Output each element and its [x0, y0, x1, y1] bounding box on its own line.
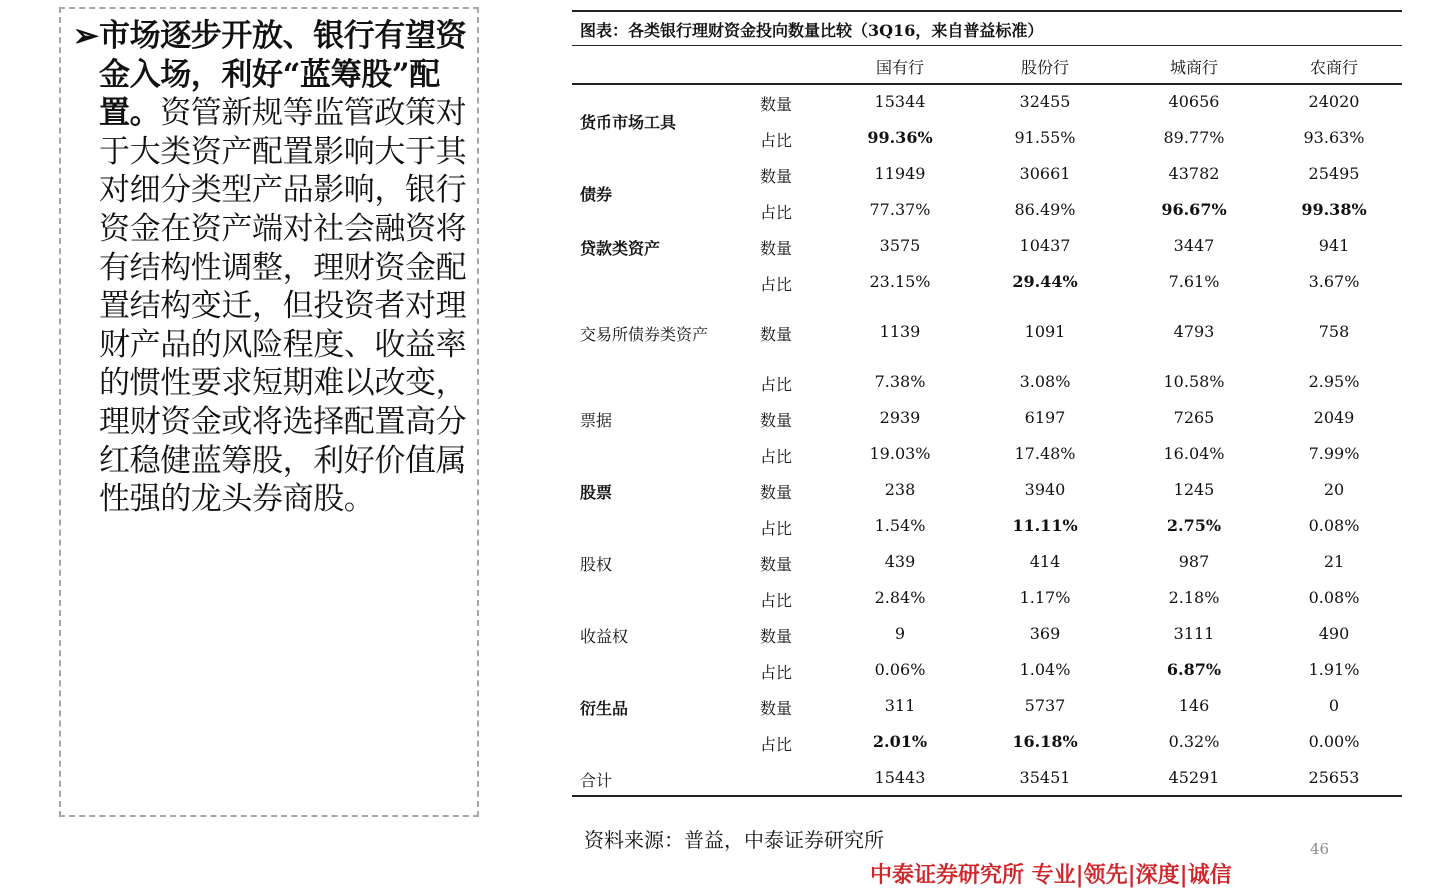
table-cell: 1.54% [874, 516, 926, 535]
category-label: 股票 [580, 483, 613, 502]
table-cell: 91.55% [1014, 128, 1076, 147]
metric-label: 数量 [760, 95, 793, 114]
table-cell: 7.99% [1308, 444, 1360, 463]
metric-label: 数量 [760, 483, 793, 502]
table-cell: 4793 [1173, 322, 1215, 341]
metric-label: 占比 [760, 275, 793, 294]
metric-label: 占比 [760, 447, 793, 466]
bullet-body: 资管新规等监管政策对于大类资产配置影响大于其对细分类型产品影响，银行资金在资产端对社会融资将有结构性调整，理财资金配置结构变迁，但投资者对理财产品的风险程度、收益率的惯性要求短期难以改变，理财资金或将选择配置高分红稳健蓝筹股，利好价值属性强的龙头券商股。 [99, 95, 467, 518]
table-cell: 490 [1318, 624, 1350, 643]
text-panel [59, 7, 479, 817]
table-cell: 3.67% [1308, 272, 1360, 291]
table-cell: 99.36% [867, 128, 933, 147]
metric-label: 占比 [760, 203, 793, 222]
table-cell: 2.01% [872, 732, 928, 751]
table-cell: 3940 [1024, 480, 1066, 499]
table-cell: 2.84% [874, 588, 926, 607]
metric-label: 数量 [760, 699, 793, 718]
table-cell: 0.32% [1168, 732, 1220, 751]
table-cell: 414 [1029, 552, 1061, 571]
table-cell: 1.04% [1019, 660, 1071, 679]
table-cell: 20 [1323, 480, 1345, 499]
category-label: 货币市场工具 [580, 113, 677, 132]
table-cell: 2939 [879, 408, 921, 427]
table-cell: 2049 [1313, 408, 1355, 427]
table-cell: 6.87% [1166, 660, 1222, 679]
table-cell: 10437 [1019, 236, 1071, 255]
table-top-rule [572, 10, 1402, 12]
table-cell: 11.11% [1012, 516, 1078, 535]
table-cell: 0.06% [874, 660, 926, 679]
table-cell: 238 [884, 480, 916, 499]
table-cell: 3111 [1173, 624, 1215, 643]
category-label: 票据 [580, 411, 613, 430]
table-cell: 23.15% [869, 272, 931, 291]
table-cell: 3575 [879, 236, 921, 255]
table-cell: 941 [1318, 236, 1350, 255]
table-cell: 24020 [1308, 92, 1360, 111]
table-bottom-rule [572, 795, 1402, 797]
table-cell: 99.38% [1301, 200, 1367, 219]
table-cell: 17.48% [1014, 444, 1076, 463]
table-cell: 7.38% [874, 372, 926, 391]
category-label: 衍生品 [580, 699, 629, 718]
table-cell: 19.03% [869, 444, 931, 463]
table-cell: 758 [1318, 322, 1350, 341]
table-cell: 5737 [1024, 696, 1066, 715]
total-label: 合计 [580, 771, 613, 790]
total-cell: 35451 [1019, 768, 1071, 787]
table-cell: 16.04% [1163, 444, 1225, 463]
table-cell: 0 [1328, 696, 1340, 715]
table-cell: 2.18% [1168, 588, 1220, 607]
total-cell: 25653 [1308, 768, 1360, 787]
table-cell: 146 [1178, 696, 1210, 715]
metric-label: 数量 [760, 239, 793, 258]
table-cell: 439 [884, 552, 916, 571]
title-rule [572, 45, 1402, 46]
bullet-heading: 市场逐步开放、银行有望资金入场，利好“蓝筹股”配置。 [99, 18, 467, 132]
metric-label: 占比 [760, 663, 793, 682]
table-cell: 86.49% [1014, 200, 1076, 219]
table-cell: 16.18% [1012, 732, 1078, 751]
metric-label: 占比 [760, 591, 793, 610]
arrow-bullet-icon: ➢ [73, 18, 99, 54]
table-cell: 21 [1323, 552, 1345, 571]
column-header: 国有行 [875, 58, 925, 77]
table-cell: 11949 [874, 164, 926, 183]
category-label: 收益权 [580, 627, 629, 646]
table-cell: 3447 [1173, 236, 1215, 255]
category-label: 交易所债券类资产 [580, 325, 709, 344]
bullet-paragraph [75, 17, 471, 519]
column-header: 城商行 [1169, 58, 1219, 77]
table-cell: 987 [1178, 552, 1210, 571]
table-cell: 43782 [1168, 164, 1220, 183]
footer-slogan: 中泰证券研究所 专业|领先|深度|诚信 [870, 862, 1232, 888]
table-cell: 1139 [879, 322, 921, 341]
table-cell: 1.91% [1308, 660, 1360, 679]
table-cell: 25495 [1308, 164, 1360, 183]
metric-label: 占比 [760, 735, 793, 754]
table-cell: 29.44% [1012, 272, 1078, 291]
table-cell: 0.08% [1308, 588, 1360, 607]
column-header: 农商行 [1309, 58, 1359, 77]
table-cell: 0.08% [1308, 516, 1360, 535]
table-cell: 3.08% [1019, 372, 1071, 391]
table-cell: 89.77% [1163, 128, 1225, 147]
metric-label: 占比 [760, 131, 793, 150]
table-cell: 7265 [1173, 408, 1215, 427]
metric-label: 数量 [760, 325, 793, 344]
metric-label: 数量 [760, 167, 793, 186]
category-label: 股权 [580, 555, 613, 574]
total-cell: 15443 [874, 768, 926, 787]
category-label: 债券 [580, 185, 613, 204]
table-cell: 0.00% [1308, 732, 1360, 751]
category-label: 贷款类资产 [580, 239, 661, 258]
table-cell: 6197 [1024, 408, 1066, 427]
column-header: 股份行 [1020, 58, 1070, 77]
table-cell: 369 [1029, 624, 1061, 643]
metric-label: 占比 [760, 375, 793, 394]
table-cell: 30661 [1019, 164, 1071, 183]
table-cell: 77.37% [869, 200, 931, 219]
table-cell: 40656 [1168, 92, 1220, 111]
table-cell: 1.17% [1019, 588, 1071, 607]
table-cell: 7.61% [1168, 272, 1220, 291]
table-cell: 96.67% [1161, 200, 1227, 219]
table-cell: 93.63% [1303, 128, 1365, 147]
table-cell: 32455 [1019, 92, 1071, 111]
table-cell: 1091 [1024, 322, 1066, 341]
table-cell: 15344 [874, 92, 926, 111]
page-number: 46 [1310, 840, 1330, 858]
metric-label: 数量 [760, 411, 793, 430]
table-cell: 2.75% [1166, 516, 1222, 535]
table-cell: 10.58% [1163, 372, 1225, 391]
metric-label: 数量 [760, 555, 793, 574]
metric-label: 占比 [760, 519, 793, 538]
table-cell: 311 [884, 696, 916, 715]
table-cell: 9 [894, 624, 906, 643]
metric-label: 数量 [760, 627, 793, 646]
total-cell: 45291 [1168, 768, 1220, 787]
table-cell: 1245 [1173, 480, 1215, 499]
table-cell: 2.95% [1308, 372, 1360, 391]
header-rule [572, 83, 1402, 85]
source-note: 资料来源：普益，中泰证券研究所 [584, 828, 884, 852]
table-title: 图表：各类银行理财资金投向数量比较（3Q16，来自普益标准） [580, 21, 1044, 40]
